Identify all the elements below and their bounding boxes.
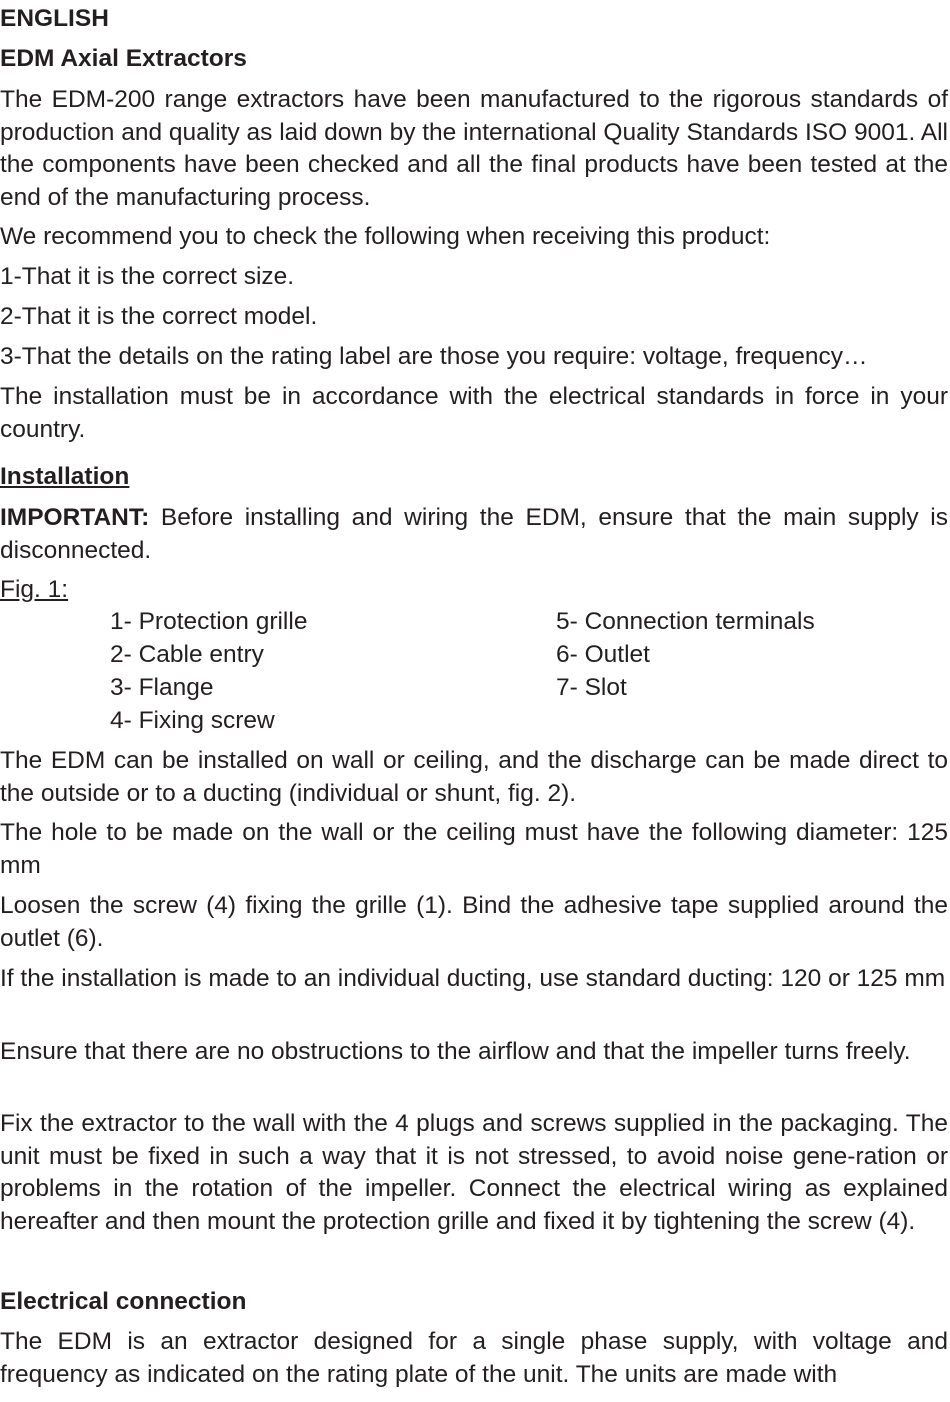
legend-item: 2- Cable entry — [110, 641, 264, 668]
installation-paragraph: The EDM can be installed on wall or ceiling, and the discharge can be made direct to the outside or to a ducting (individual or shunt, fig. 2). — [0, 747, 948, 807]
installation-heading: Installation — [0, 463, 130, 490]
legend-item: 7- Slot — [556, 674, 627, 701]
installation-paragraph: The hole to be made on the wall or the ceiling must have the following diameter: 125 mm — [0, 819, 948, 879]
check-item: 2-That it is the correct model. — [0, 303, 318, 330]
installation-paragraph: Loosen the screw (4) fixing the grille (1). Bind the adhesive tape supplied around the outlet (6). — [0, 892, 948, 952]
standards-paragraph: The installation must be in accordance with the electrical standards in force in your country. — [0, 383, 948, 443]
document-title: EDM Axial Extractors — [0, 45, 247, 72]
electrical-paragraph: The EDM is an extractor designed for a single phase supply, with voltage and frequency as indicated on the rating plate of the unit. The units are made with — [0, 1328, 948, 1388]
legend-item: 3- Flange — [110, 674, 214, 701]
legend-item: 6- Outlet — [556, 641, 650, 668]
installation-paragraph: Ensure that there are no obstructions to the airflow and that the impeller turns freely. — [0, 1038, 911, 1065]
important-text: Before installing and wiring the EDM, ensure that the main supply is disconnected. — [0, 504, 948, 564]
recommend-paragraph: We recommend you to check the following when receiving this product: — [0, 223, 771, 250]
legend-item: 5- Connection terminals — [556, 608, 815, 635]
check-item: 1-That it is the correct size. — [0, 263, 295, 290]
check-item: 3-That the details on the rating label are those you require: voltage, frequency… — [0, 343, 868, 370]
figure-legend — [0, 606, 948, 738]
installation-paragraph: Fix the extractor to the wall with the 4 plugs and screws supplied in the packaging. The unit must be fixed in such a way that it is not stressed, to avoid noise gene-ration or problems in the rotation of the impeller. Connect the electrical wiring as explained hereafter and then mount the protection grille and fixed it by tightening the screw (4). — [0, 1110, 948, 1235]
figure-label: Fig. 1: — [0, 576, 69, 603]
language-heading: ENGLISH — [0, 5, 109, 32]
legend-item: 4- Fixing screw — [110, 707, 275, 734]
installation-paragraph: If the installation is made to an individual ducting, use standard ducting: 120 or 125 mm — [0, 965, 946, 992]
legend-item: 1- Protection grille — [110, 608, 308, 635]
figure-legend-left — [110, 606, 307, 738]
electrical-heading: Electrical connection — [0, 1288, 247, 1315]
intro-paragraph: The EDM-200 range extractors have been manufactured to the rigorous standards of production and quality as laid down by the international Quality Standards ISO 9001. All the components have been checked and all the final products have been tested at the end of the manufacturing process. — [0, 86, 948, 211]
figure-legend-right — [556, 606, 815, 705]
important-label: IMPORTANT: — [0, 504, 150, 531]
important-paragraph — [0, 502, 948, 567]
